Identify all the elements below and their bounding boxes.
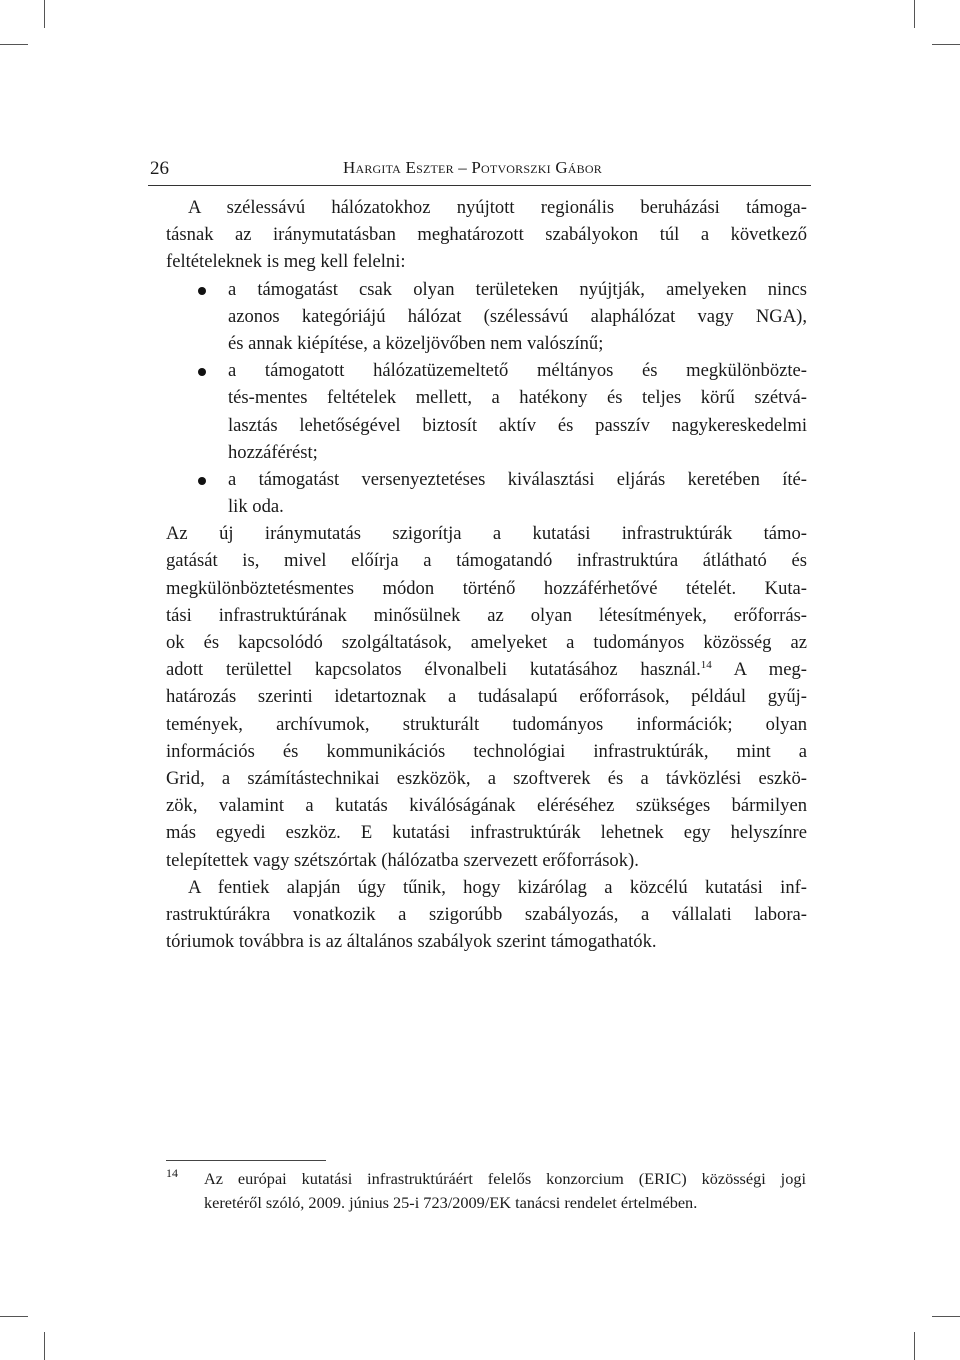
text-line: lik oda. [228,496,284,518]
page-number: 26 [150,158,169,179]
author-separator: – [458,158,467,177]
text-line: lasztás lehetőségével biztosít aktív és passzív nagykereskedelmi [228,414,807,436]
author-1-initial: H [343,158,356,177]
crop-mark-top-left [44,0,45,28]
bullet-text: a támogatást versenyeztetéses kiválasztási eljárás keretében íté- [228,468,807,490]
bullet-text: a támogatott hálózatüzemeltető méltányos és megkülönbözte- [228,360,807,382]
text-line: tés-mentes feltételek mellett, a hatékony és teljes körű szétvá- [228,387,807,409]
text-line: ok és kapcsolódó szolgáltatások, amelyeket a tudományos közösség az [166,632,807,653]
text-line: határozás szerinti idetartoznak a tudásalapú erőforrások, például gyűj- [166,686,807,708]
bullet-item-line [166,276,807,303]
text-line: zök, valamint a kutatás kiválóságának eléréséhez szükséges bármilyen [166,795,807,817]
text-line: azonos kategóriájú hálózat (szélessávú alaphálózat vagy NGA), [228,305,807,327]
crop-mark-top-left-h [0,44,28,45]
footnote-text [204,1167,806,1215]
text-line: A fentiek alapján úgy tűnik, hogy kizárólag a közcélú kutatási inf- [188,876,807,898]
author-2-family-rest: ábor [567,158,602,177]
text-line: tási infrastruktúrának minősülnek az olyan létesítmények, erőforrás- [166,604,807,626]
text-line: gatását is, mivel előírja a támogatandó infrastruktúra átlátható és [166,550,807,572]
footnote-line: Az európai kutatási infrastruktúráért felelős konzorcium (ERIC) közösségi jogi [204,1169,806,1188]
text-line: hozzáférést; [228,441,318,463]
text-line: A szélessávú hálózatokhoz nyújtott regionális beruházási támoga- [188,197,807,218]
author-2-rest: otvorszki [481,158,551,177]
crop-mark-top-right-h [932,44,960,45]
text-line: megkülönböztetésmentes módon történő hozzáférhetővé tételét. Kuta- [166,577,807,599]
bullet-text: a támogatást csak olyan területeken nyújtják, amelyeken nincs [228,278,807,300]
footnote-number: 14 [166,1166,178,1180]
footnote-reference[interactable]: 14 [700,659,712,672]
crop-mark-bottom-left [44,1332,45,1360]
body-text [166,194,807,955]
crop-mark-top-right [914,0,915,28]
text-line: telepítettek vagy szétszórtak (hálózatba szervezett erőforrások). [166,849,639,871]
bullet-icon [198,287,206,295]
text-line: feltételeknek is meg kell felelni: [166,251,406,273]
crop-mark-bottom-left-h [0,1316,28,1317]
crop-mark-bottom-right-h [932,1316,960,1317]
text-line: más egyedi eszköz. E kutatási infrastruktúrák lehetnek egy helyszínre [166,822,807,844]
author-2-initial: P [471,158,482,177]
header-rule [148,185,811,186]
text-line-with-footnote [166,656,807,683]
text-line: és annak kiépítése, a közeljövőben nem valószínű; [228,332,604,354]
author-1-family-rest: szter [416,158,454,177]
footnote-line: keretéről szóló, 2009. június 25-i 723/2009/EK tanácsi rendelet értelmében. [204,1193,698,1212]
text-line: rastruktúrákra vonatkozik a szigorúbb szabályozás, a vállalati labora- [166,903,807,925]
text-line: információs és kommunikációs technológiai infrastruktúrák, mint a [166,740,807,762]
bullet-item-line [166,466,807,493]
author-2-family-initial: G [555,158,568,177]
text-segment: adott területtel kapcsolatos élvonalbeli kutatásához használ. [166,659,701,681]
author-1-family-initial: E [405,158,417,177]
text-line: tásnak az iránymutatásban meghatározott szabályokon túl a következő [166,224,807,246]
crop-mark-bottom-right [914,1332,915,1360]
text-line: Grid, a számítástechnikai eszközök, a szoftverek és a távközlési eszkö- [166,767,807,789]
bullet-icon [198,368,206,376]
text-segment: A meg- [711,659,807,681]
text-line: temények, archívumok, strukturált tudományos információk; olyan [166,713,807,735]
text-line: Az új iránymutatás szigorítja a kutatási infrastruktúrák támo- [166,523,807,545]
text-line: tóriumok továbbra is az általános szabályok szerint támogathatók. [166,931,657,953]
running-head [343,158,602,178]
author-1-rest: argita [355,158,402,177]
footnote-rule [166,1160,326,1161]
bullet-item-line [166,357,807,384]
bullet-icon [198,477,206,485]
